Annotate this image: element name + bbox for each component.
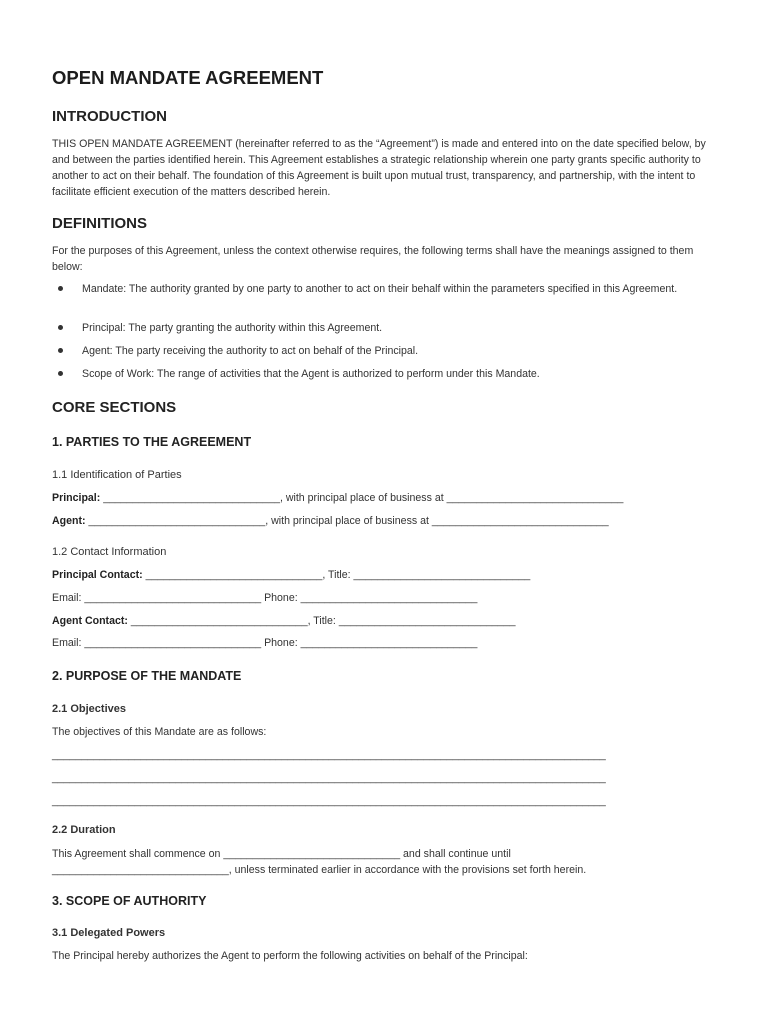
section-2-heading: 2. PURPOSE OF THE MANDATE bbox=[52, 669, 242, 683]
introduction-heading: INTRODUCTION bbox=[52, 108, 167, 125]
principal-line bbox=[52, 492, 623, 504]
objectives-text: The objectives of this Mandate are as follows: bbox=[52, 726, 267, 738]
objective-blank-line: ______________________________________________________________________________________________ bbox=[52, 749, 606, 761]
agent-contact-email-line: Email: ______________________________ Phone: ______________________________ bbox=[52, 637, 478, 649]
definition-text: Mandate: The authority granted by one party to another to act on their behalf within the parameters specified in this Agreement. bbox=[82, 283, 678, 295]
core-sections-heading: CORE SECTIONS bbox=[52, 399, 177, 416]
delegated-powers-text: The Principal hereby authorizes the Agent to perform the following activities on behalf of the Principal: bbox=[52, 950, 528, 962]
principal-contact-label: Principal Contact: bbox=[52, 569, 143, 581]
principal-contact-email-line: Email: ______________________________ Phone: ______________________________ bbox=[52, 592, 478, 604]
objective-blank-line: ______________________________________________________________________________________________ bbox=[52, 772, 606, 784]
agent-label: Agent: bbox=[52, 515, 86, 527]
definitions-text: For the purposes of this Agreement, unless the context otherwise requires, the following terms shall have the meanings assigned to them below: bbox=[52, 245, 694, 273]
objective-blank-line: ______________________________________________________________________________________________ bbox=[52, 795, 606, 807]
subsection-2-1-heading: 2.1 Objectives bbox=[52, 703, 126, 715]
section-3-heading: 3. SCOPE OF AUTHORITY bbox=[52, 894, 207, 908]
section-1-heading: 1. PARTIES TO THE AGREEMENT bbox=[52, 435, 252, 449]
principal-contact-fill-in: ______________________________, Title: ______________________________ bbox=[142, 569, 531, 581]
agent-contact-line bbox=[52, 615, 516, 627]
definition-text: Agent: The party receiving the authority to act on behalf of the Principal. bbox=[82, 345, 419, 357]
bullet-icon bbox=[58, 371, 63, 376]
agent-line bbox=[52, 515, 609, 527]
subsection-1-2-heading: 1.2 Contact Information bbox=[52, 546, 167, 558]
subsection-3-1-heading: 3.1 Delegated Powers bbox=[52, 927, 166, 939]
bullet-icon bbox=[58, 348, 63, 353]
agent-contact-label: Agent Contact: bbox=[52, 615, 128, 627]
definitions-heading: DEFINITIONS bbox=[52, 215, 148, 232]
subsection-1-1-heading: 1.1 Identification of Parties bbox=[52, 469, 182, 481]
principal-fill-in: ______________________________, with principal place of business at ______________________________ bbox=[100, 492, 624, 504]
principal-contact-line bbox=[52, 569, 530, 581]
bullet-icon bbox=[58, 325, 63, 330]
principal-label: Principal: bbox=[52, 492, 101, 504]
duration-text: This Agreement shall commence on ______________________________ and shall continue until ______________________________, unless terminated earlier in accordance with the provisions set forth herein. bbox=[52, 848, 587, 876]
document-title: OPEN MANDATE AGREEMENT bbox=[52, 67, 324, 88]
definition-text: Principal: The party granting the authority within this Agreement. bbox=[82, 322, 383, 334]
agent-fill-in: ______________________________, with principal place of business at ______________________________ bbox=[85, 515, 609, 527]
agent-contact-fill-in: ______________________________, Title: ______________________________ bbox=[127, 615, 516, 627]
introduction-text: THIS OPEN MANDATE AGREEMENT (hereinafter referred to as the “Agreement”) is made and entered into on the date specified below, by and between the parties identified herein. This Agreement establishes a strategic relationship wherein one party grants specific authority to another to act on their behalf. The foundation of this Agreement is built upon mutual trust, transparency, and partnership, with the intent to facilitate efficient execution of the matters described herein. bbox=[52, 138, 706, 198]
subsection-2-2-heading: 2.2 Duration bbox=[52, 824, 116, 836]
definition-text: Scope of Work: The range of activities that the Agent is authorized to perform under this Mandate. bbox=[82, 368, 540, 380]
bullet-icon bbox=[58, 286, 63, 291]
